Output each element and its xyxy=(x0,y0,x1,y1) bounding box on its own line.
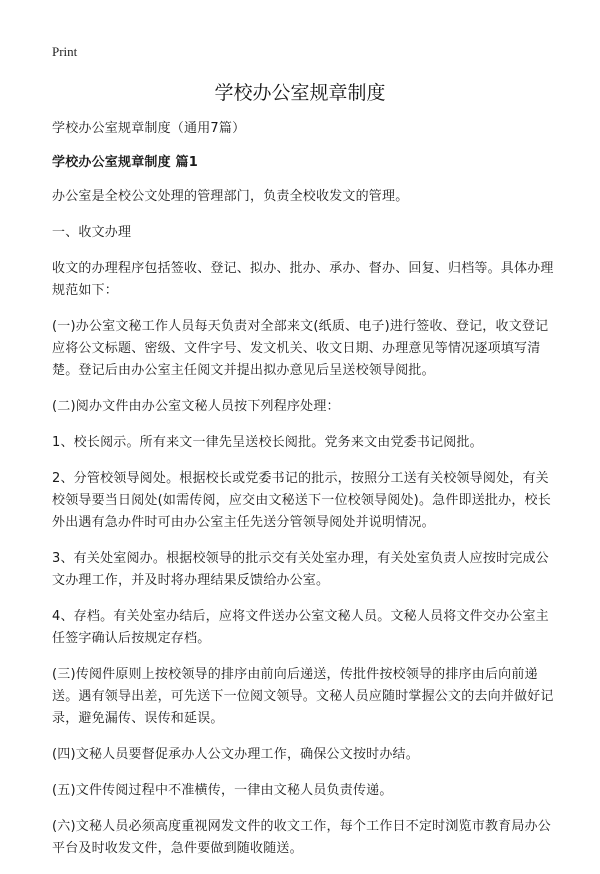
paragraph: (三)传阅件原则上按校领导的排序由前向后递送，传批件按校领导的排序由后向前递送。遇有领导出差，可先送下一位阅文领导。文秘人员应随时掌握公文的去向并做好记录，避免漏传、误传和延误。 xyxy=(52,667,554,726)
paragraph: 1、校长阅示。所有来文一律先呈送校长阅批。党务来文由党委书记阅批。 xyxy=(52,435,483,450)
document-title: 学校办公室规章制度 xyxy=(214,82,386,104)
paragraph: (五)文件传阅过程中不准横传，一律由文秘人员负责传递。 xyxy=(52,783,393,798)
paragraph: 办公室是全校公文处理的管理部门，负责全校收发文的管理。 xyxy=(52,189,409,204)
paragraph: 3、有关处室阅办。根据校领导的批示交有关处室办理，有关处室负责人应按时完成公文办理工作，并及时将办理结果反馈给办公室。 xyxy=(52,551,549,588)
paragraph: 收文的办理程序包括签收、登记、拟办、批办、承办、督办、回复、归档等。具体办理规范如下： xyxy=(52,261,554,298)
document-body xyxy=(52,118,556,874)
paragraph: 2、分管校领导阅处。根据校长或党委书记的批示，按照分工送有关校领导阅处，有关校领导要当日阅处(如需传阅，应交由文秘送下一位校领导阅处)。急件即送批办，校长外出遇有急办件时可由办公室主任先送分管领导阅处并说明情况。 xyxy=(52,471,551,530)
paragraph: (二)阅办文件由办公室文秘人员按下列程序处理： xyxy=(52,399,340,414)
paragraph: 一、收文办理 xyxy=(52,225,132,240)
paragraph: (六)文秘人员必须高度重视网发文件的收文工作，每个工作日不定时浏览市教育局办公平台及时收发文件，急件要做到随收随送。 xyxy=(52,819,551,856)
paragraph: (四)文秘人员要督促承办人公文办理工作，确保公文按时办结。 xyxy=(52,747,419,762)
paragraph: (一)办公室文秘工作人员每天负责对全部来文(纸质、电子)进行签收、登记，收文登记应将公文标题、密级、文件字号、发文机关、收文日期、办理意见等情况逐项填写清楚。登记后由办公室主任阅文并提出拟办意见后呈送校领导阅批。 xyxy=(52,319,549,378)
section-heading: 学校办公室规章制度 篇1 xyxy=(52,155,198,170)
paragraph: 4、存档。有关处室办结后，应将文件送办公室文秘人员。文秘人员将文件交办公室主任签字确认后按规定存档。 xyxy=(52,609,549,646)
document-subtitle: 学校办公室规章制度（通用7篇） xyxy=(52,121,246,136)
print-link[interactable]: Print xyxy=(52,44,78,59)
